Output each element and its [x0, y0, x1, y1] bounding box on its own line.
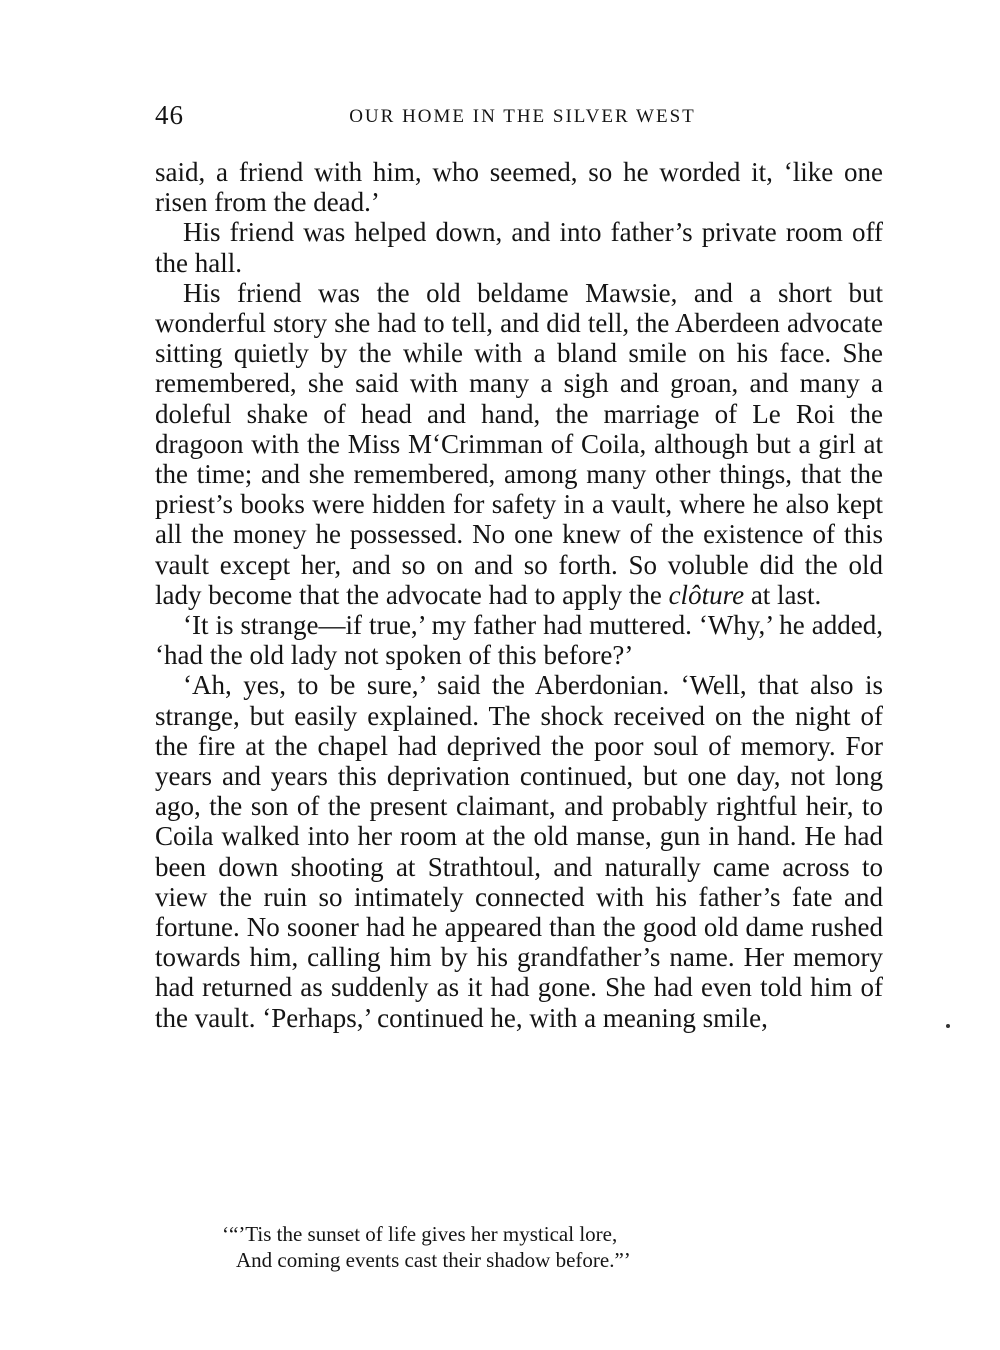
paragraph: ‘It is strange—if true,’ my father had muttered. ‘Why,’ he added, ‘had the old lady not spoken of this before?’ — [155, 610, 883, 671]
paragraph: His friend was helped down, and into father’s private room off the hall. — [155, 217, 883, 278]
verse-quote — [222, 1221, 822, 1273]
paragraph: ‘Ah, yes, to be sure,’ said the Aberdonian. ‘Well, that also is strange, but easily explained. The shock received on the night of the fire at the chapel had deprived the poor soul of memory. For years and years this deprivation continued, but one day, not long ago, the son of the present claimant, and probably rightful heir, to Coila walked into her room at the old manse, gun in hand. He had been down shooting at Strathtoul, and naturally came across to view the ruin so intimately connected with his father’s fate and fortune. No sooner had he appeared than the good old dame rushed towards him, calling him by his grandfather’s name. Her memory had returned as suddenly as it had gone. She had even told him of the vault. ‘Perhaps,’ continued he, with a meaning smile, — [155, 670, 883, 1033]
page-number: 46 — [155, 100, 184, 130]
paragraph-continuation: said, a friend with him, who seemed, so he worded it, ‘like one risen from the dead.’ — [155, 157, 883, 218]
paragraph — [155, 278, 883, 610]
page-header — [155, 100, 890, 134]
paragraph-text-end: at last. — [744, 579, 822, 610]
paragraph-text: His friend was the old beldame Mawsie, and a short but wonderful story she had to tell, and did tell, the Aberdeen advocate sitting quietly by the while with a bland smile on his face. She remembered, she said with many a sigh and groan, and many a doleful shake of head and hand, the marriage of Le Roi the dragoon with the Miss M‘Crimman of Coila, although but a girl at the time; and she remembered, among many other things, that the priest’s books were hidden for safety in a vault, where he also kept all the money he possessed. No one knew of the existence of this vault except her, and so on and so forth. So voluble did the old lady become that the advocate had to — [155, 277, 883, 610]
paragraph-text-tail: apply the — [562, 579, 669, 610]
verse-line-1: ‘“’Tis the sunset of life gives her mystical lore, — [222, 1222, 618, 1246]
running-title: OUR HOME IN THE SILVER WEST — [349, 106, 696, 127]
italic-term: clôture — [668, 579, 745, 610]
body-text — [155, 157, 883, 1033]
margin-speck — [946, 1024, 950, 1028]
verse-line-2: And coming events cast their shadow before.”’ — [236, 1248, 631, 1272]
